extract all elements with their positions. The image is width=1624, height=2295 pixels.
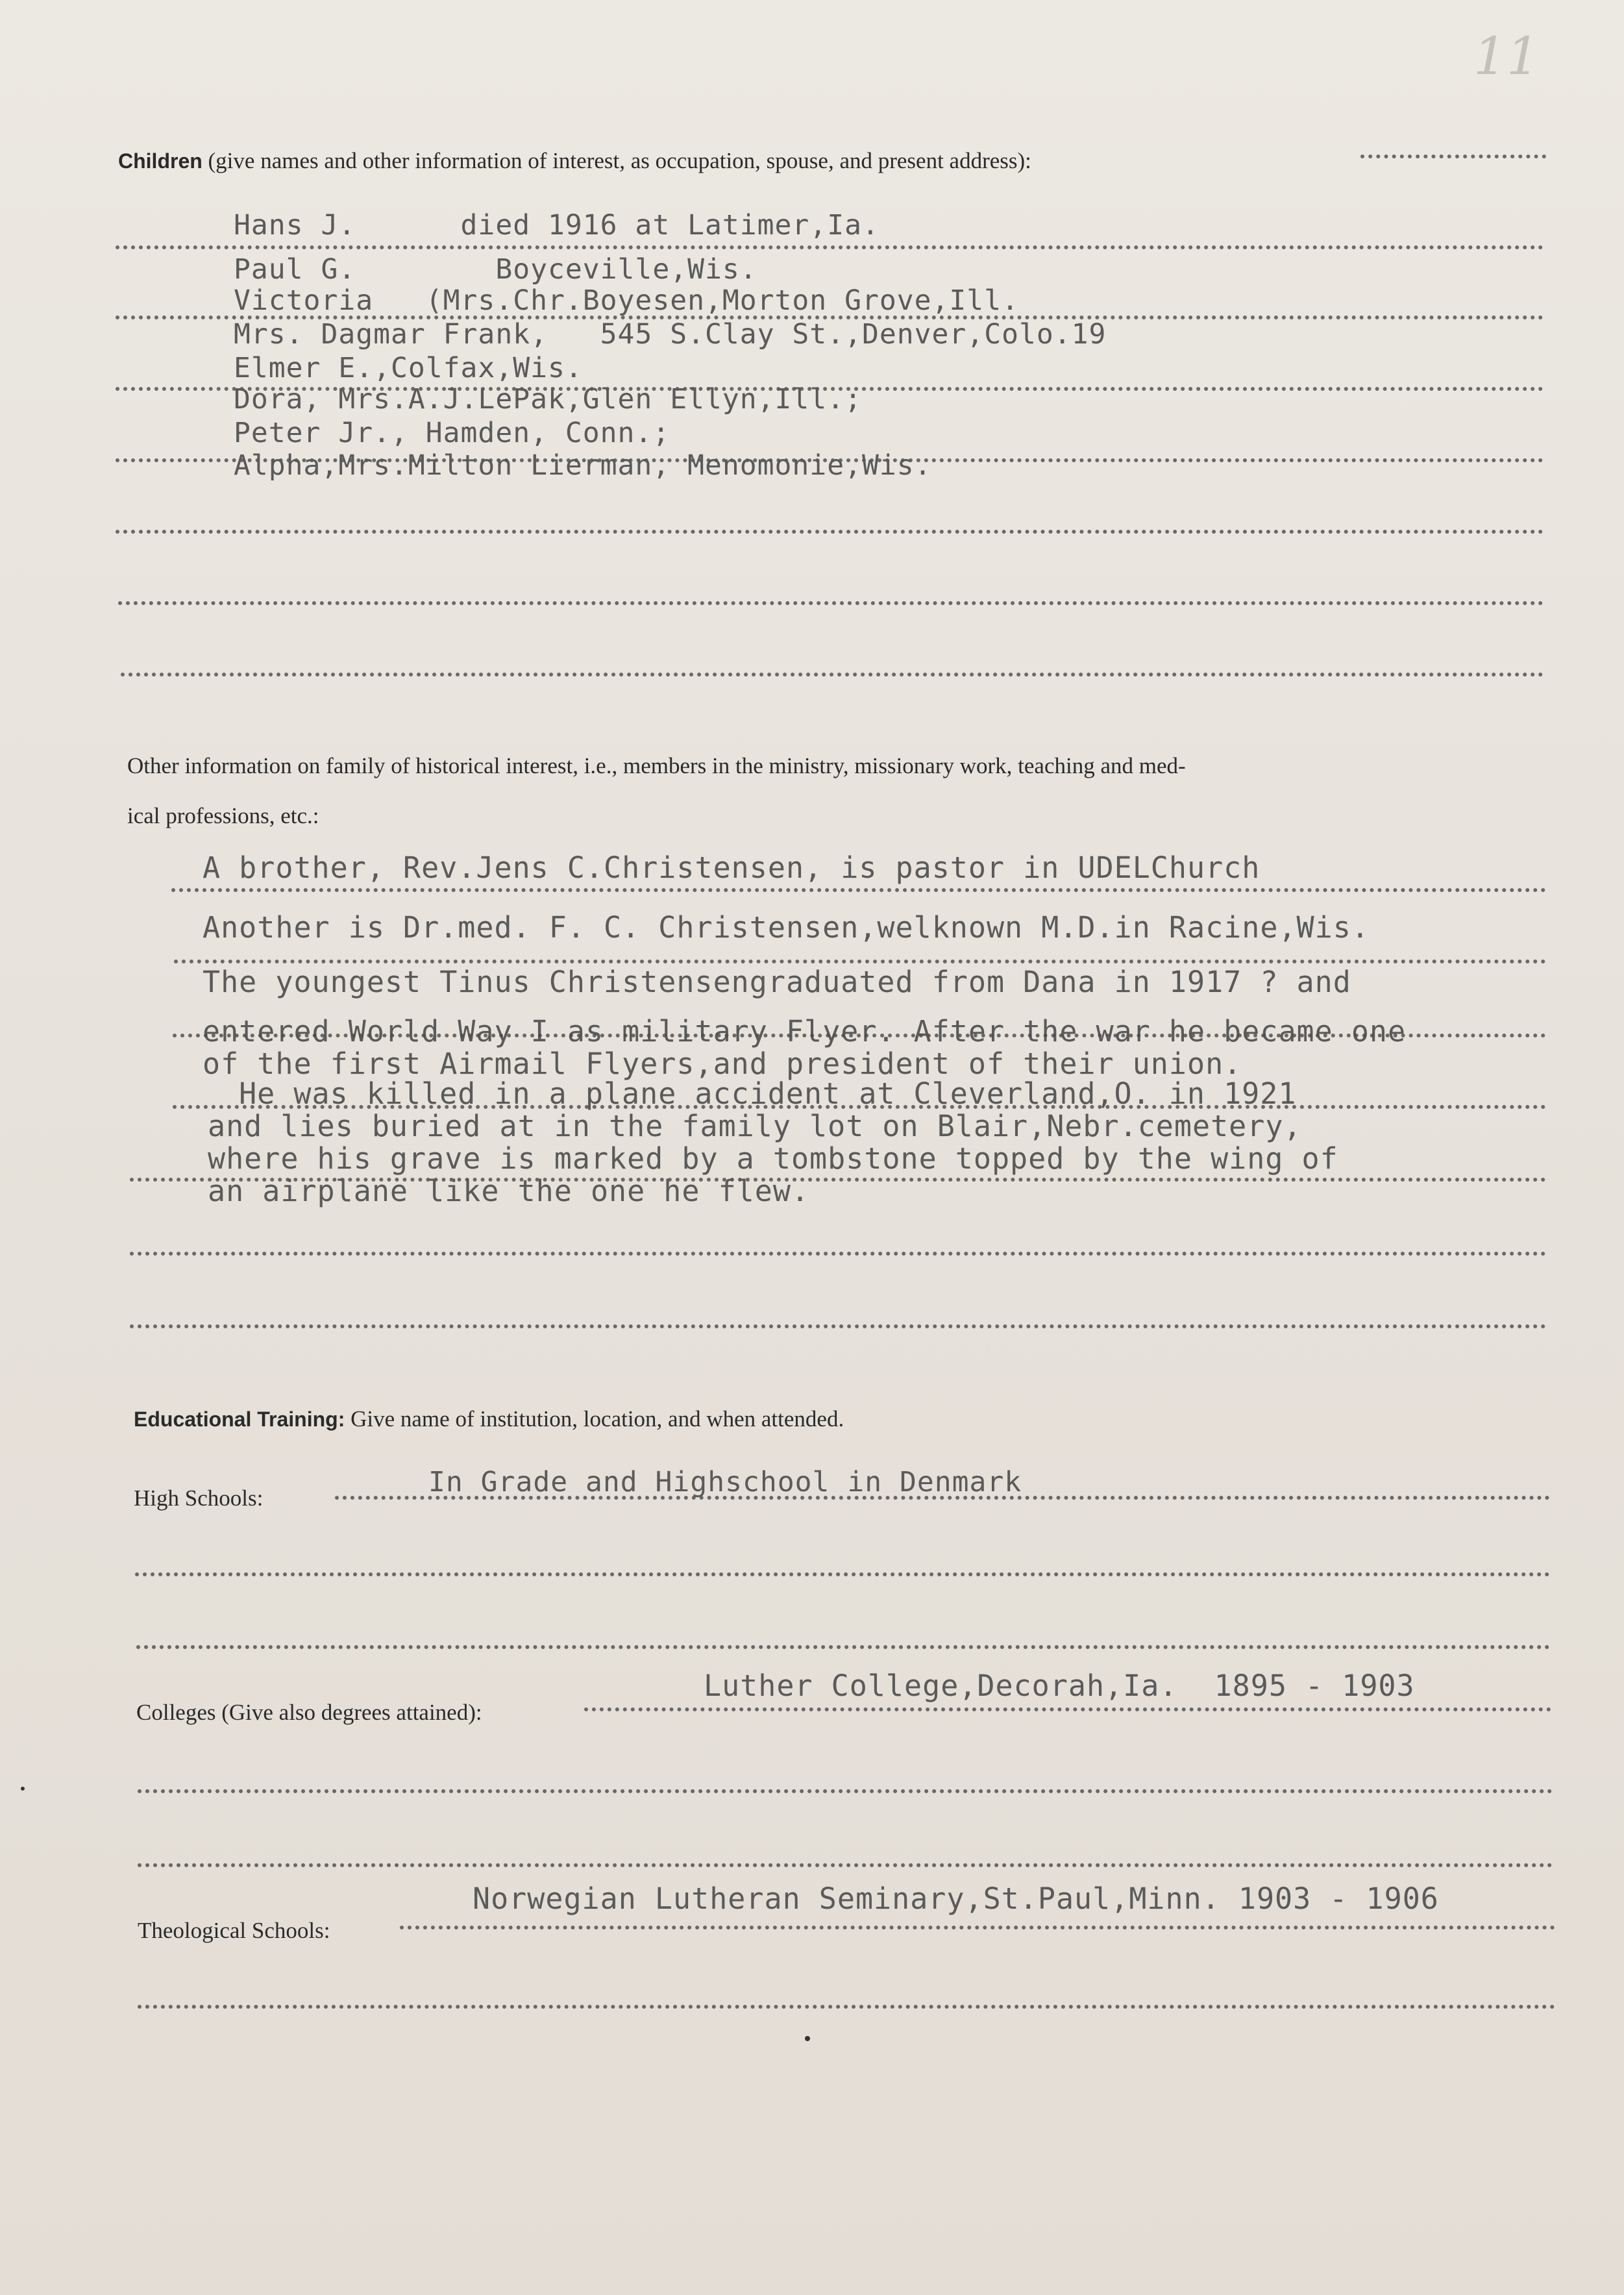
dotted-line [121, 673, 1544, 676]
dotted-line [130, 1252, 1546, 1256]
other-info-line: entered World Way I as military Flyer. After the war he became one [203, 1014, 1407, 1048]
child-entry: Elmer E.,Colfax,Wis. [234, 352, 583, 384]
child-entry: Peter Jr., Hamden, Conn.; [234, 417, 671, 449]
dotted-line [130, 1324, 1546, 1328]
other-info-line: He was killed in a plane accident at Cleverland,O. in 1921 [221, 1076, 1297, 1111]
high-schools-value: In Grade and Highschool in Denmark [428, 1466, 1022, 1498]
child-entry: Hans J. died 1916 at Latimer,Ia. [234, 209, 880, 242]
dotted-line [174, 960, 1546, 963]
dotted-line [135, 1572, 1550, 1576]
colleges-label: Colleges (Give also degrees attained): [136, 1700, 482, 1725]
education-heading [134, 1406, 844, 1432]
other-info-line: A brother, Rev.Jens C.Christensen, is pastor in UDELChurch [203, 850, 1261, 885]
other-info-line: Another is Dr.med. F. C. Christensen,welknown M.D.in Racine,Wis. [203, 910, 1370, 945]
child-entry: Alpha,Mrs.Milton Lierman, Menomonie,Wis. [234, 449, 932, 482]
other-info-line: an airplane like the one he flew. [208, 1174, 810, 1208]
child-entry: Victoria (Mrs.Chr.Boyesen,Morton Grove,Ill. [234, 284, 1019, 317]
dotted-line [118, 601, 1544, 605]
children-label-text: (give names and other information of interest, as occupation, spouse, and present address): [208, 148, 1031, 173]
dotted-line [1360, 155, 1546, 158]
high-schools-label: High Schools: [134, 1485, 264, 1511]
other-info-label-line2: ical professions, etc.: [127, 803, 319, 828]
dotted-line [173, 1034, 1546, 1037]
child-entry: Paul G. Boyceville,Wis. [234, 253, 757, 286]
dotted-line [171, 888, 1546, 892]
other-info-label-line1: Other information on family of historical interest, i.e., members in the ministry, missionary work, teaching and med- [127, 753, 1186, 778]
other-info-line: of the first Airmail Flyers,and president of their union. [203, 1047, 1242, 1081]
other-info-line: and lies buried at in the family lot on Blair,Nebr.cemetery, [208, 1109, 1302, 1143]
dotted-line [138, 1789, 1553, 1793]
ink-mark [21, 1787, 25, 1791]
other-info-line: where his grave is marked by a tombstone topped by the wing of [208, 1141, 1338, 1176]
education-heading-text: Give name of institution, location, and when attended. [351, 1406, 844, 1432]
child-entry: Dora, Mrs.A.J.LePak,Glen Ellyn,Ill.; [234, 383, 862, 416]
dotted-line [116, 245, 1544, 249]
dotted-line [138, 2005, 1555, 2009]
dotted-line [138, 1863, 1553, 1867]
page-number: 11 [1473, 26, 1540, 86]
children-label-bold: Children [118, 149, 203, 173]
dotted-line [116, 530, 1544, 534]
children-label [118, 148, 1031, 174]
theological-value: Norwegian Lutheran Seminary,St.Paul,Minn. 1903 - 1906 [473, 1881, 1439, 1916]
dotted-line [400, 1926, 1555, 1929]
colleges-value: Luther College,Decorah,Ia. 1895 - 1903 [704, 1669, 1415, 1703]
other-info-line: The youngest Tinus Christensengraduated from Dana in 1917 ? and [203, 965, 1351, 999]
education-heading-bold: Educational Training: [134, 1408, 345, 1431]
dotted-line [136, 1645, 1550, 1649]
child-entry: Mrs. Dagmar Frank, 545 S.Clay St.,Denver,Colo.19 [234, 318, 1107, 351]
dotted-line [584, 1707, 1551, 1711]
theological-label: Theological Schools: [138, 1918, 330, 1943]
ink-mark [805, 2036, 810, 2041]
